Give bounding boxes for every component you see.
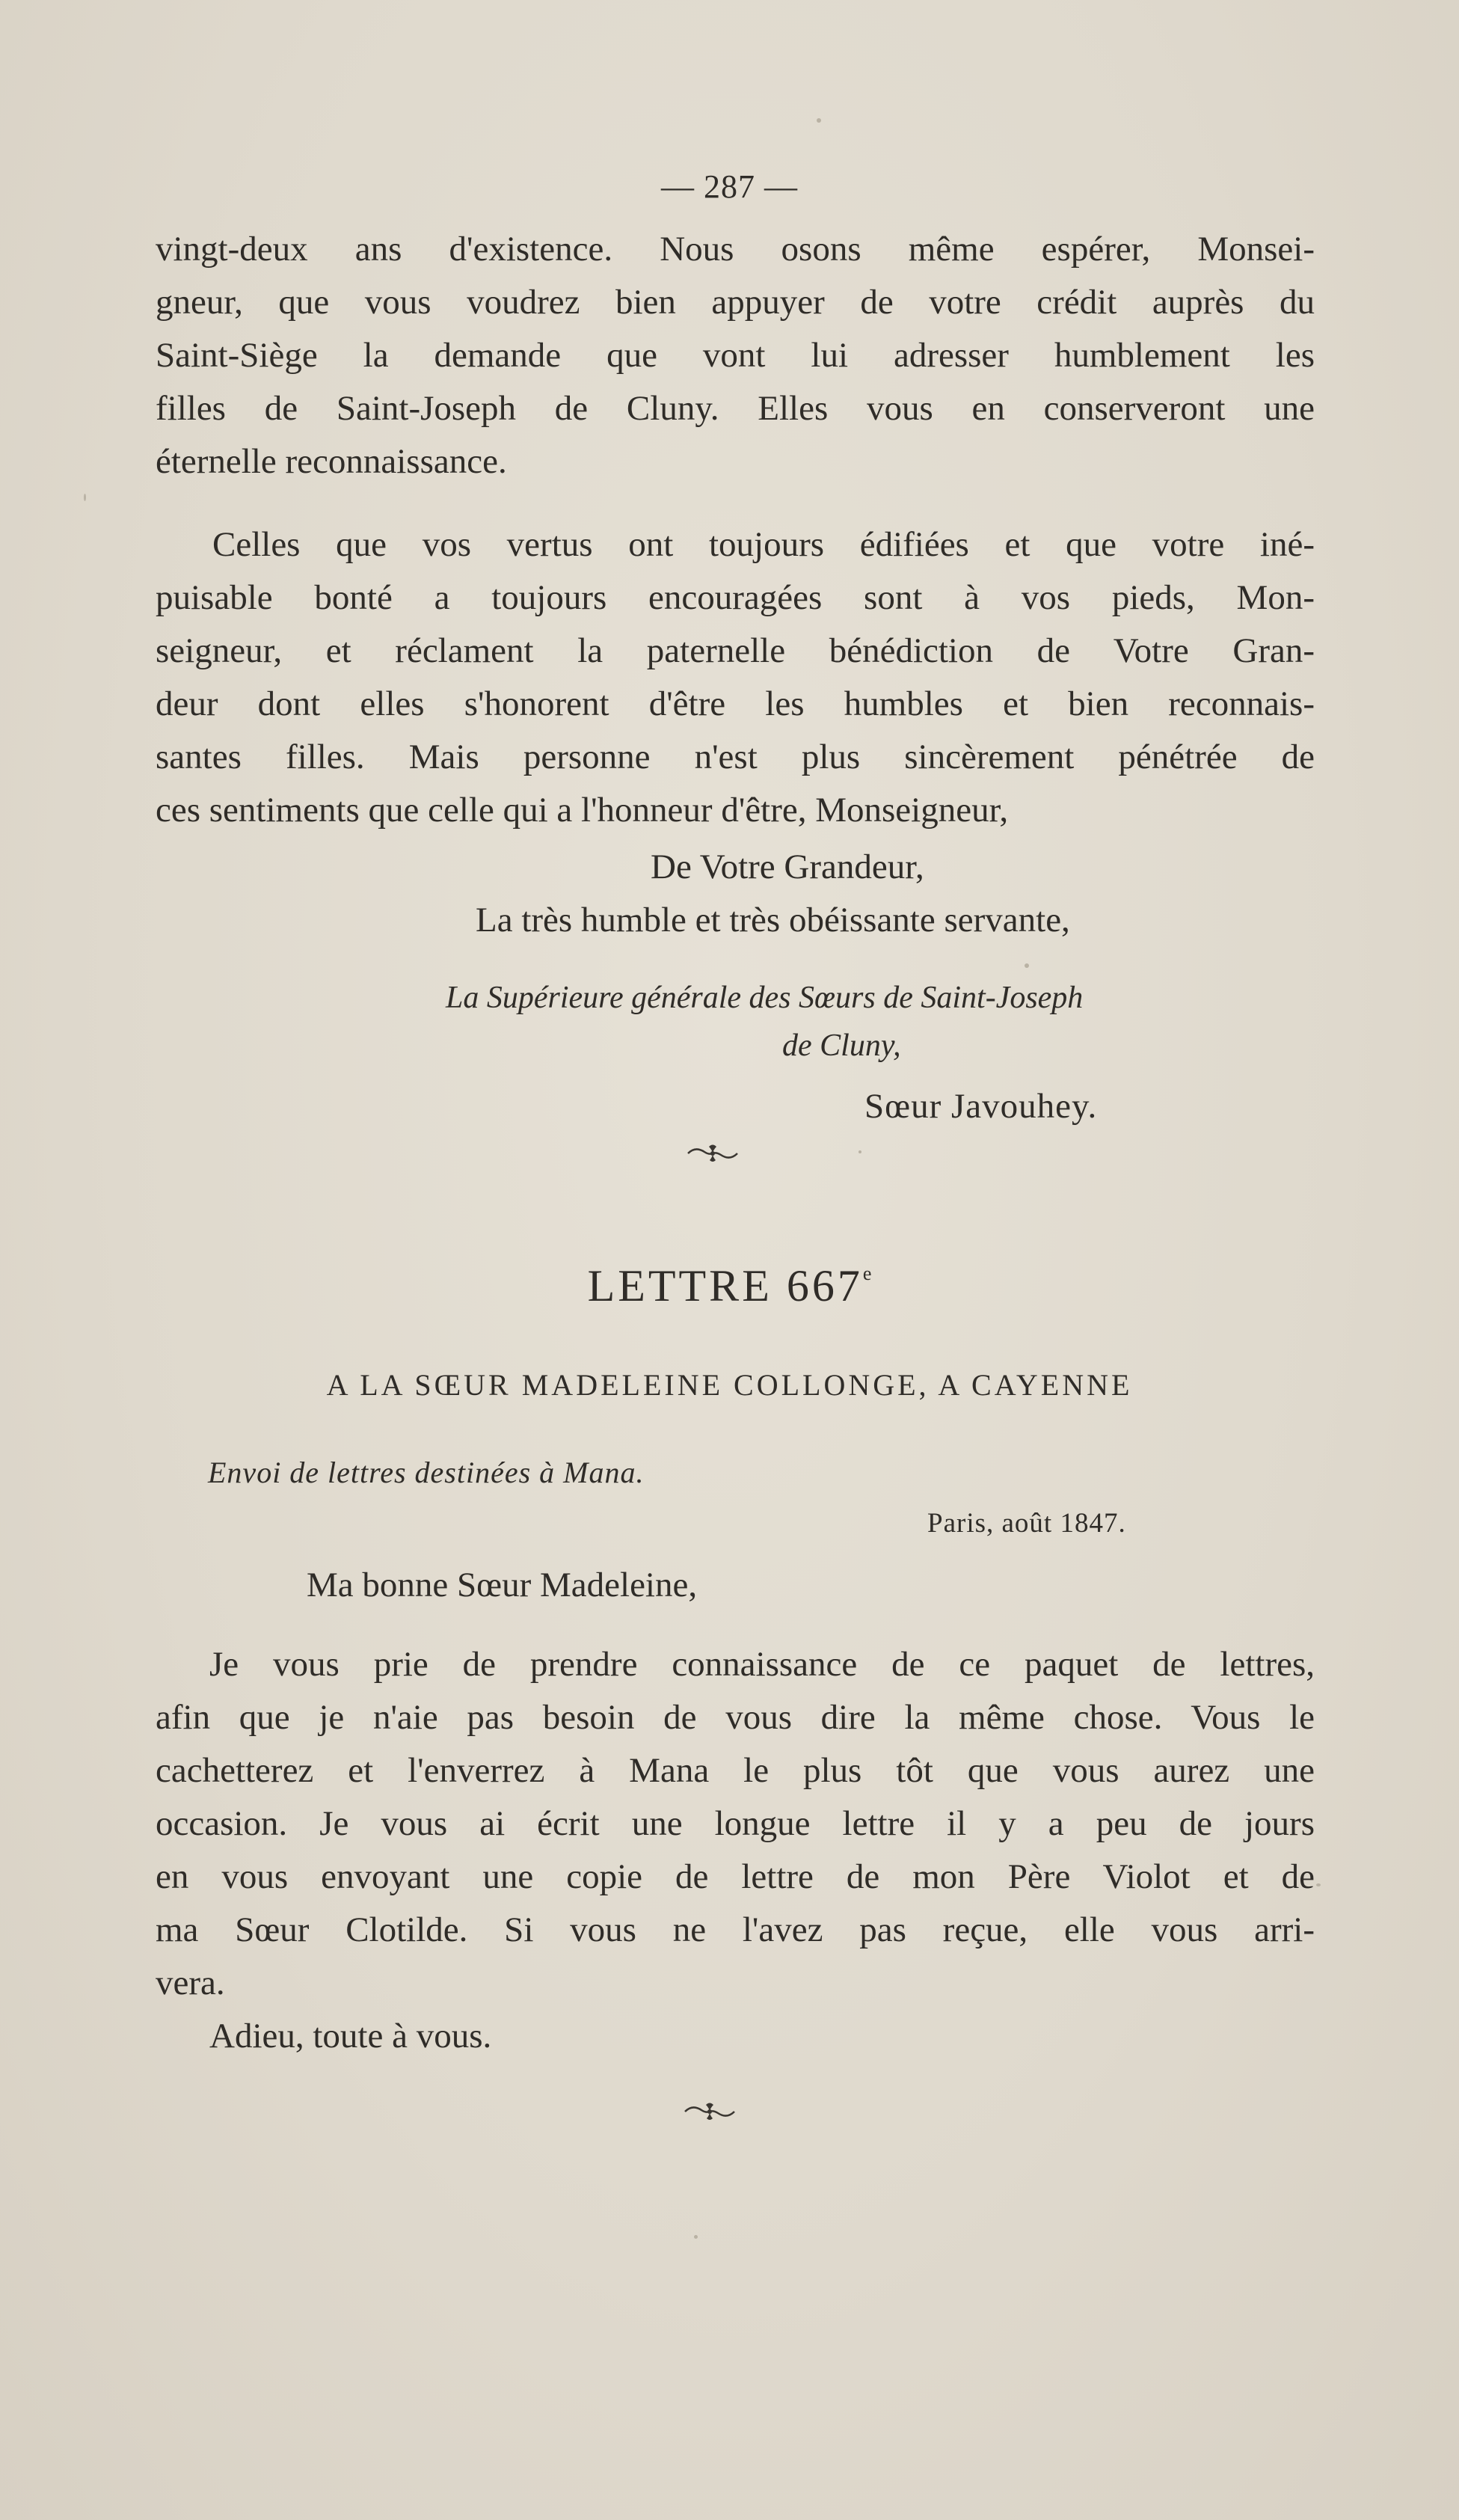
text-line: éternelle reconnaissance. [156, 442, 507, 481]
text-line: Adieu, toute à vous. [209, 2017, 492, 2055]
text-line: seigneur, et réclament la paternelle bénédiction de Votre Gran- [156, 631, 1315, 670]
paper-speck [84, 494, 86, 501]
text-line: en vous envoyant une copie de lettre de mon Père Violot et de [156, 1857, 1315, 1896]
signature-title: de Cluny, [782, 1028, 901, 1063]
page-number: — 287 — [661, 168, 798, 205]
paper-speck [817, 118, 821, 123]
text-line: gneur, que vous voudrez bien appuyer de votre crédit auprès du [156, 283, 1315, 322]
letter-heading [0, 1260, 1459, 1312]
text-line: ces sentiments que celle qui a l'honneur d'être, Monseigneur, [156, 791, 1009, 830]
text-line: vera. [156, 1963, 225, 2002]
paper-speck [1025, 963, 1029, 968]
paper-speck [694, 2235, 698, 2239]
closing-formula: De Votre Grandeur, [651, 847, 924, 886]
letter-dateline: Paris, août 1847. [927, 1508, 1126, 1539]
letter-salutation: Ma bonne Sœur Madeleine, [307, 1566, 698, 1604]
text-line: Je vous prie de prendre connaissance de ce paquet de lettres, [209, 1645, 1315, 1684]
signature-title: La Supérieure générale des Sœurs de Saint-Joseph [446, 981, 1084, 1015]
letter-body [156, 1638, 1315, 2063]
signature-name: Sœur Javouhey. [864, 1087, 1098, 1126]
text-line: occasion. Je vous ai écrit une longue lettre il y a peu de jours [156, 1804, 1315, 1843]
letter-summary: Envoi de lettres destinées à Mana. [208, 1456, 645, 1489]
closing-formula: La très humble et très obéissante servante, [476, 901, 1070, 939]
text-line: puisable bonté a toujours encouragées sont à vos pieds, Mon- [156, 578, 1315, 617]
text-line: deur dont elles s'honorent d'être les humbles et bien reconnais- [156, 684, 1315, 723]
text-line: vingt-deux ans d'existence. Nous osons même espérer, Monsei- [156, 230, 1315, 269]
fleuron-ornament-icon [684, 2102, 736, 2121]
paragraph-continuation [156, 223, 1315, 488]
paragraph-closing-request [156, 518, 1315, 837]
letter-heading-ordinal: e [862, 1263, 872, 1284]
paper-speck [858, 1150, 861, 1153]
text-line: santes filles. Mais personne n'est plus sincèrement pénétrée de [156, 738, 1315, 776]
letter-addressee: A LA SŒUR MADELEINE COLLONGE, A CAYENNE [326, 1368, 1133, 1402]
text-line: cachetterez et l'enverrez à Mana le plus tôt que vous aurez une [156, 1751, 1315, 1790]
text-line: Saint-Siège la demande que vont lui adresser humblement les [156, 336, 1315, 375]
paper-speck [1316, 1883, 1321, 1886]
letter-heading-text: LETTRE 667 [587, 1261, 863, 1310]
text-line: ma Sœur Clotilde. Si vous ne l'avez pas reçue, elle vous arri- [156, 1910, 1315, 1949]
text-line: afin que je n'aie pas besoin de vous dire la même chose. Vous le [156, 1698, 1315, 1737]
fleuron-ornament-icon [687, 1144, 739, 1163]
text-line: filles de Saint-Joseph de Cluny. Elles vous en conserveront une [156, 389, 1315, 428]
text-line: Celles que vos vertus ont toujours édifiées et que votre iné- [212, 525, 1315, 564]
